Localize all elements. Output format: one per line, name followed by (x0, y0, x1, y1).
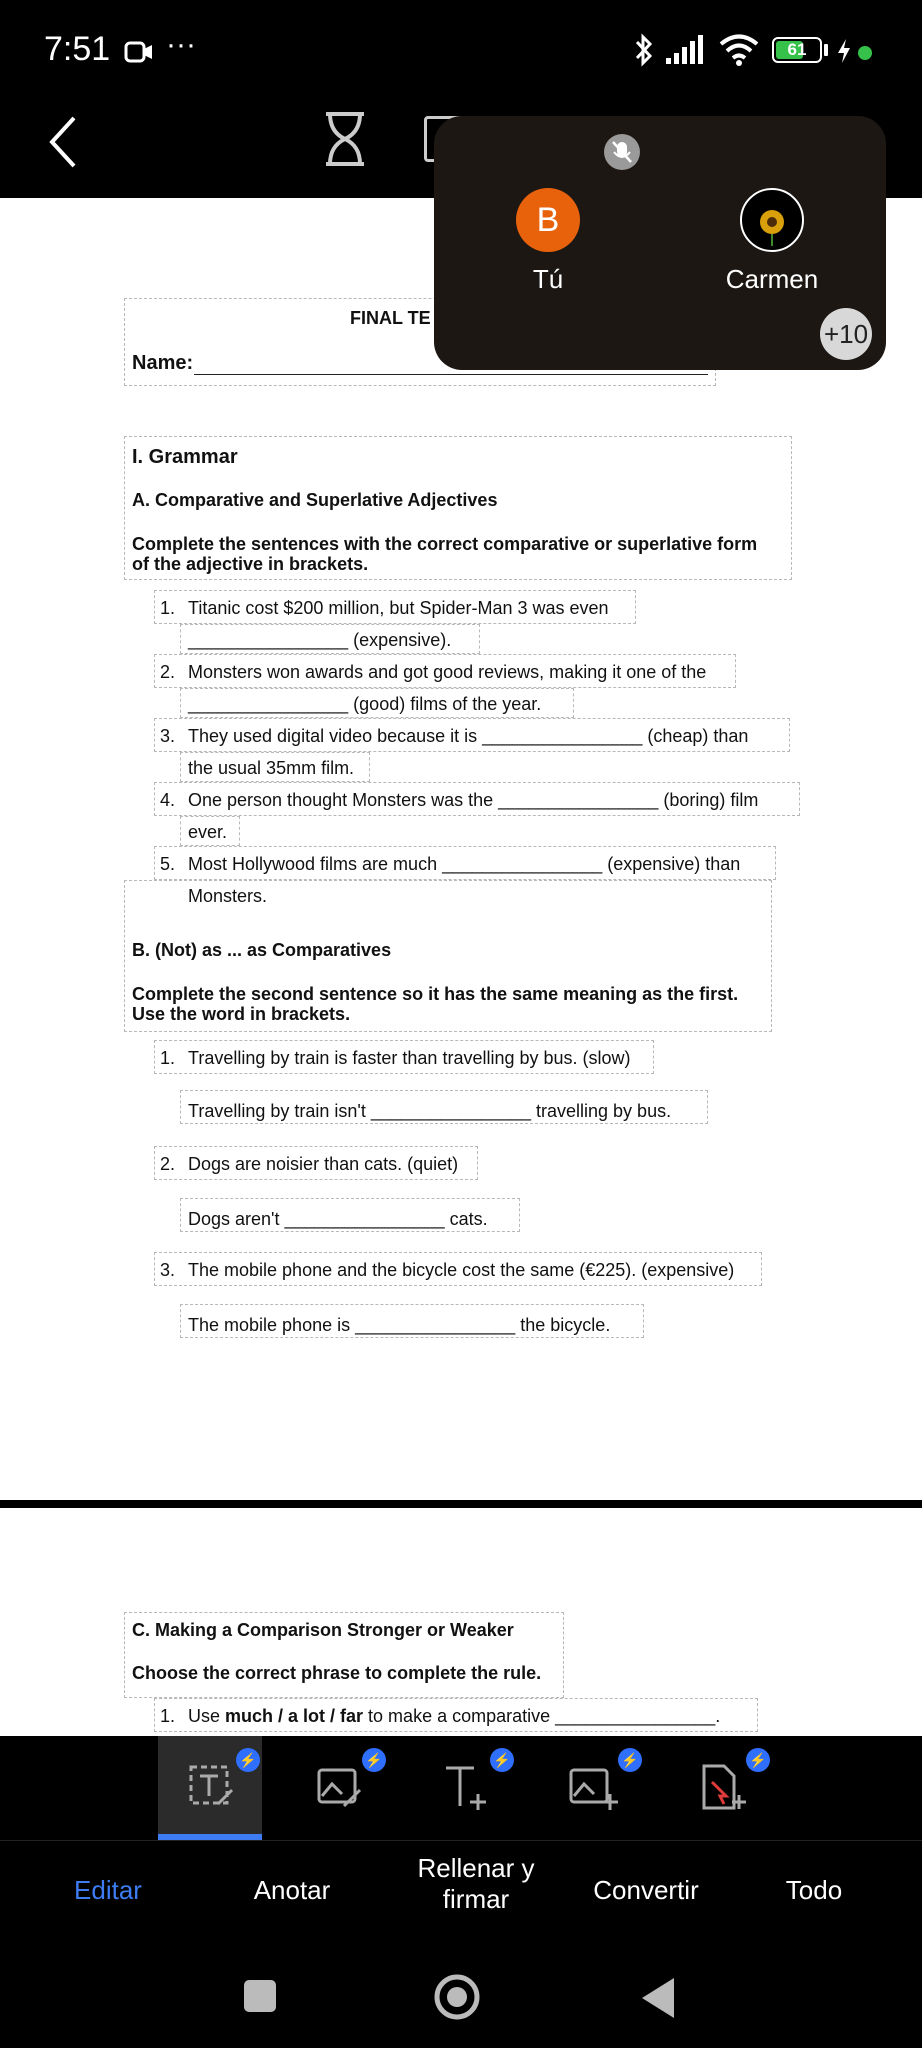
call-overlay[interactable] (434, 116, 886, 370)
wifi-icon (718, 32, 760, 66)
mic-muted-icon[interactable] (604, 134, 640, 170)
item-a1-line1: Titanic cost $200 million, but Spider-Man 3 was even (188, 598, 609, 618)
add-text-icon (440, 1762, 492, 1814)
item-a3-line2: the usual 35mm film. (188, 758, 355, 778)
status-bar (0, 0, 922, 104)
item-a4-line1: One person thought Monsters was the ________________ (boring) film (188, 790, 759, 810)
pro-badge-icon: ⚡ (746, 1748, 770, 1772)
signal-icon (664, 34, 710, 66)
part-c-instruction: Choose the correct phrase to complete the rule. (132, 1663, 542, 1683)
back-nav-icon[interactable] (638, 1976, 678, 2020)
item-number: 2. (160, 1154, 176, 1174)
participant-avatar[interactable] (740, 188, 804, 252)
part-b-instruction: Complete the second sentence so it has the same meaning as the first. (132, 984, 739, 1004)
part-a-instruction: Complete the sentences with the correct comparative or superlative form (132, 534, 758, 554)
self-name: Tú (532, 264, 564, 294)
screen-record-icon (124, 40, 154, 64)
self-avatar[interactable]: B (516, 188, 580, 252)
item-b2-line1: Dogs are noisier than cats. (quiet) (188, 1154, 459, 1174)
home-icon[interactable] (432, 1972, 482, 2022)
part-b-title: B. (Not) as ... as Comparatives (132, 940, 392, 960)
item-number: 3. (160, 1260, 176, 1280)
name-label: Name: (132, 352, 194, 374)
item-b1-line1: Travelling by train is faster than travelling by bus. (slow) (188, 1048, 631, 1068)
item-a5-line1: Most Hollywood films are much ________________ (expensive) than (188, 854, 741, 874)
tab-convert[interactable]: Convertir (593, 1875, 699, 1905)
tab-fill-sign[interactable] (396, 1853, 556, 1915)
item-b2-line2: Dogs aren't ________________ cats. (188, 1209, 488, 1229)
name-line[interactable] (194, 374, 708, 375)
item-number: 1. (160, 1048, 176, 1068)
item-number: 3. (160, 726, 176, 746)
bluetooth-icon (632, 32, 656, 68)
document-page-1 (0, 198, 922, 1500)
system-nav-bar (0, 1950, 922, 2048)
active-dot (858, 46, 872, 60)
battery-tip (824, 44, 828, 56)
item-b3-line1: The mobile phone and the bicycle cost the same (€225). (expensive) (188, 1260, 735, 1280)
item-b3-line2: The mobile phone is ________________ the bicycle. (188, 1315, 611, 1335)
item-a4-line2: ever. (188, 822, 228, 842)
part-c-title: C. Making a Comparison Stronger or Weaker (132, 1620, 514, 1640)
edit-text-tool[interactable] (158, 1736, 262, 1840)
item-number: 1. (160, 598, 176, 618)
mode-tabs (0, 1840, 922, 1951)
text-edit-icon (188, 1764, 236, 1812)
tab-fill-sign-line1: Rellenar y (417, 1853, 535, 1883)
recent-apps-icon[interactable] (244, 1980, 276, 2012)
add-image-icon (568, 1764, 620, 1812)
item-number: 5. (160, 854, 176, 874)
add-image-tool[interactable] (542, 1736, 646, 1840)
item-c1-line1 (188, 1706, 720, 1727)
document-page-2 (0, 1508, 922, 1736)
item-number: 4. (160, 790, 176, 810)
item-a1-line2: ________________ (expensive). (188, 630, 452, 650)
edit-image-tool[interactable] (286, 1736, 390, 1840)
add-page-icon (698, 1762, 748, 1814)
part-b-instruction-2: Use the word in brackets. (132, 1004, 351, 1024)
page-separator (0, 1500, 922, 1508)
edit-tools-bar (0, 1736, 922, 1840)
more-participants-badge[interactable]: +10 (820, 308, 872, 360)
battery-level: 61 (787, 40, 807, 59)
image-edit-icon (316, 1764, 364, 1812)
clock: 7:51 (44, 30, 111, 68)
pro-badge-icon: ⚡ (236, 1748, 260, 1772)
add-text-tool[interactable] (414, 1736, 518, 1840)
doc-title: FINAL TE (350, 308, 431, 328)
item-c1-post: to make a comparative ________________. (363, 1706, 721, 1726)
hourglass-icon[interactable] (320, 110, 370, 168)
item-number: 2. (160, 662, 176, 682)
item-number: 1. (160, 1706, 176, 1726)
back-arrow-icon[interactable] (44, 114, 84, 170)
tab-all[interactable]: Todo (785, 1875, 843, 1905)
item-a3-line1: They used digital video because it is ________________ (cheap) than (188, 726, 749, 746)
more-notifications-icon: ··· (166, 28, 196, 61)
item-c1-bold: much / a lot / far (225, 1706, 364, 1726)
item-c1-pre: Use (188, 1706, 226, 1726)
battery-icon (772, 37, 822, 63)
tab-fill-sign-line2: firmar (442, 1884, 510, 1914)
pro-badge-icon: ⚡ (362, 1748, 386, 1772)
item-a2-line1: Monsters won awards and got good reviews, making it one of the (188, 662, 707, 682)
tab-annotate[interactable]: Anotar (253, 1875, 331, 1905)
pro-badge-icon: ⚡ (490, 1748, 514, 1772)
tab-edit[interactable]: Editar (74, 1875, 142, 1905)
item-b1-line2: Travelling by train isn't ________________ travelling by bus. (188, 1101, 672, 1121)
add-link-tool[interactable] (670, 1736, 774, 1840)
item-a2-line2: ________________ (good) films of the year. (188, 694, 542, 714)
section-title: I. Grammar (132, 446, 238, 468)
pro-badge-icon: ⚡ (618, 1748, 642, 1772)
part-a-instruction-2: of the adjective in brackets. (132, 554, 369, 574)
charging-icon (836, 38, 852, 64)
participant-name: Carmen (725, 264, 819, 294)
part-a-title: A. Comparative and Superlative Adjectives (132, 490, 498, 510)
item-a5-line2: Monsters. (188, 886, 268, 906)
